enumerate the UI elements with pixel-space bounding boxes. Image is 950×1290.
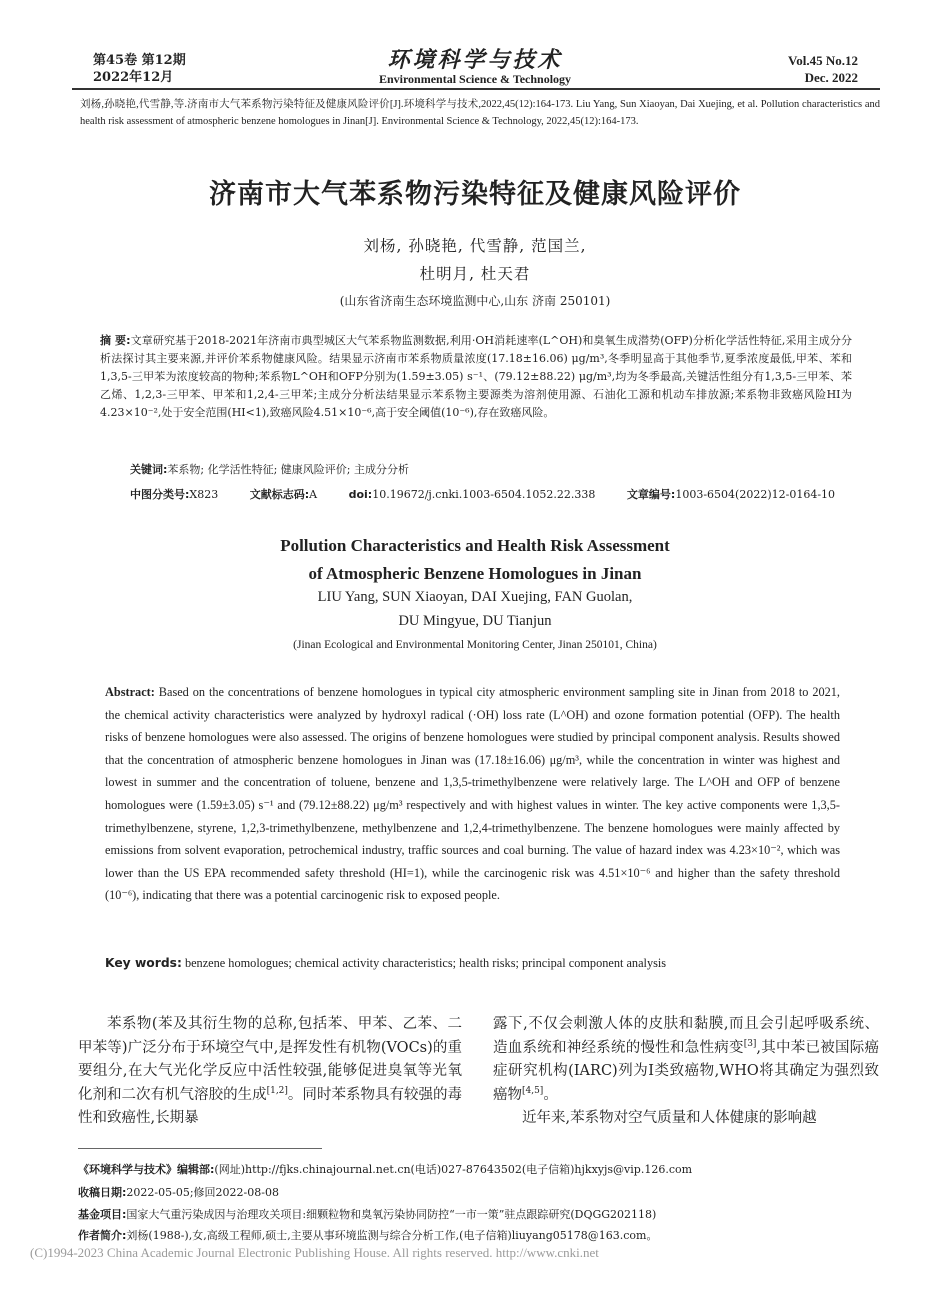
keywords-cn-text: 苯系物; 化学活性特征; 健康风险评价; 主成分分析 [167, 463, 410, 476]
affiliation-en: (Jinan Ecological and Environmental Monitoring Center, Jinan 250101, China) [293, 639, 657, 651]
journal-masthead [300, 48, 650, 86]
footnote-text: 2022-05-05;修回2022-08-08 [126, 1186, 279, 1199]
abstract-cn-text: 文章研究基于2018-2021年济南市典型城区大气苯系物监测数据,利用·OH消耗速率(L^OH)和臭氧生成潜势(OFP)分析化学活性特征,采用主成分分析法探讨其主要来源,并评价苯系物健康风险。结果显示济南市苯系物质量浓度(17.18±16.06) μg/m³,冬季明显高于其他季节,夏季浓度最低,甲苯、苯和1,3,5-三甲苯为浓度较高的物种;苯系物L^OH和OFP分别为(1.59±3.05) s⁻¹、(79.12±88.22) μg/m³,均为冬季最高,关键活性组分有1,3,5-三甲苯、苯乙烯、1,2,3-三甲苯、甲苯和1,2,4-三甲苯;主成分分析法结果显示苯系物主要源类为溶剂使用源、石油化工源和机动车排放源;苯系物非致癌风险HI为4.23×10⁻²,处于安全范围(HI<1),致癌风险4.51×10⁻⁶,高于安全阈值(10⁻⁶),存在致癌风险。 [100, 334, 853, 419]
keywords-cn-label: 关键词: [130, 463, 168, 476]
footnote-text: (网址)http://fjks.chinajournal.net.cn(电话)027-87643502(电子信箱)hjkxyjs@vip.126.com [214, 1163, 693, 1176]
citation-ref[interactable]: [4,5] [522, 1085, 544, 1096]
footnote-rule [78, 1148, 322, 1149]
footnote-label: 收稿日期: [78, 1186, 127, 1199]
body-text: 苯系物(苯及其衍生物的总称,包括苯、甲苯、乙苯、二甲苯等)广泛分布于环境空气中,是挥发性有机物(VOCs)的重要组分,在大气光化学反应中活性较强,能够促进臭氧等光氧化剂和二次有机气溶胶的生成 [78, 1016, 462, 1103]
abstract-en-label: Abstract: [105, 685, 155, 699]
body-text: 。 [543, 1086, 558, 1103]
footnote-label: 《环境科学与技术》编辑部: [78, 1163, 215, 1176]
keywords-en-text: benzene homologues; chemical activity characteristics; health risks; principal component analysis [184, 956, 667, 970]
footnote-editorial [78, 1163, 888, 1177]
keywords-cn [130, 461, 409, 477]
clc-label: 中图分类号: [130, 488, 190, 501]
date-cn: 2022年12月 [93, 70, 174, 85]
body-text: 露下,不仅会刺激人体的皮肤和黏膜,而且会引起呼吸系统、造血系统和神经系统的慢性和急性病变 [493, 1016, 879, 1056]
authors-en-line1: LIU Yang, SUN Xiaoyan, DAI Xuejing, FAN Guolan, [317, 589, 633, 605]
title-en-line2: of Atmospheric Benzene Homologues in Jinan [308, 564, 642, 583]
volume-issue-en: Vol.45 No.12 [788, 53, 858, 68]
title-en [0, 532, 950, 588]
body-paragraph [493, 1013, 879, 1107]
volume-issue-cn: 第45卷 第12期 [93, 53, 186, 68]
body-paragraph [78, 1013, 462, 1131]
body-column-left [78, 1013, 462, 1131]
authors-en-line2: DU Mingyue, DU Tianjun [398, 613, 552, 629]
authors-cn-line2: 杜明月, 杜天君 [419, 265, 531, 283]
journal-name-en: Environmental Science & Technology [378, 72, 572, 86]
footnote-label: 作者简介: [78, 1229, 127, 1242]
affiliation-cn: (山东省济南生态环境监测中心,山东 济南 250101) [339, 294, 611, 308]
citation-ref[interactable]: [1,2] [266, 1085, 288, 1096]
article-number-value: 1003-6504(2022)12-0164-10 [675, 488, 836, 501]
title-en-line1: Pollution Characteristics and Health Risk Assessment [280, 536, 670, 555]
doi-label: doi: [348, 488, 373, 501]
keywords-en-label: Key words: [105, 956, 182, 970]
footnote-author [78, 1229, 888, 1243]
article-number-label: 文章编号: [626, 488, 676, 501]
body-column-right [493, 1013, 879, 1131]
authors-cn-line1: 刘杨, 孙晓艳, 代雪静, 范国兰, [363, 237, 587, 255]
footnote-received [78, 1186, 888, 1200]
doi-value[interactable]: 10.19672/j.cnki.1003-6504.1052.22.338 [372, 488, 596, 501]
classification-row [130, 486, 850, 502]
citation-ref[interactable]: [3] [743, 1038, 757, 1049]
date-en: Dec. 2022 [804, 70, 858, 85]
header-volume-en [788, 52, 858, 86]
title-cn: 济南市大气苯系物污染特征及健康风险评价 [209, 179, 741, 210]
header-volume-cn [93, 52, 186, 86]
body-text: ,其中苯已被国际癌症研究机构(IARC)列为Ⅰ类致癌物,WHO将其确定为强烈致癌物 [493, 1039, 880, 1103]
keywords-en [105, 956, 845, 971]
doc-code-label: 文献标志码: [249, 488, 310, 501]
doc-code-value: A [309, 488, 318, 501]
abstract-en-text: Based on the concentrations of benzene homologues in typical city atmospheric environment sampling site in Jinan from 2018 to 2021, the chemical activity characteristics were analyzed by hydroxyl radical (·OH) loss rate (L^OH) and ozone formation potential (OFP). The health risks of benzene homologues were also assessed. The origins of benzene homologues were studied by principal component analysis. Results showed that the concentration of atmospheric benzene homologues in Jinan was (17.18±16.06) μg/m³, while the concentration in winter was highest and lowest in summer and the concentration of toluene, benzene and 1,3,5-trimethylbenzene were relatively large. The L^OH and OFP of benzene homologues were (1.59±3.05) s⁻¹ and (79.12±88.22) μg/m³ respectively and with highest values in winter. The key active components were 1,3,5-trimethylbenzene, styrene, 1,2,3-trimethylbenzene, methylbenzene and 1,2,4-trimethylbenzene. The benzene homologues were mainly affected by emissions from solvent evaporation, petrochemical industry, traffic sources and coal burning. The value of hazard index was 4.23×10⁻², which was lower than the US EPA recommended safety threshold (HI=1), while the carcinogenic risk was 4.51×10⁻⁶ and higher than the safety threshold (10⁻⁶), indicating that there was a potential carcinogenic risk to exposed people. [105, 685, 840, 903]
citation: 刘杨,孙晓艳,代雪静,等.济南市大气苯系物污染特征及健康风险评价[J].环境科学与技术,2022,45(12):164-173. Liu Yang, Sun Xiaoyan, Dai Xuejing, et al. Pollution characteristics and health risk assessment of atmospheric benzene homologues in Jinan[J]. Environmental Science & Technology, 2022,45(12):164-173. [80, 99, 880, 127]
header-rule [72, 88, 880, 90]
body-paragraph: 近年来,苯系物对空气质量和人体健康的影响越 [522, 1110, 817, 1126]
journal-logo: 环境科学与技术 [387, 47, 563, 73]
abstract-cn [100, 332, 852, 422]
abstract-cn-label: 摘 要: [100, 334, 131, 347]
footnote-text: 国家大气重污染成因与治理攻关项目:细颗粒物和臭氧污染协同防控“一市一策”驻点跟踪研究(DQGG202118) [126, 1208, 657, 1221]
footnote-text: 刘杨(1988-),女,高级工程师,硕士,主要从事环境监测与综合分析工作,(电子信箱)liuyang05178@163.com。 [126, 1229, 658, 1242]
footnote-fund [78, 1208, 888, 1222]
body-text: 。同时苯系物具有较强的毒性和致癌性,长期暴 [78, 1086, 463, 1126]
abstract-en [105, 681, 840, 907]
clc-value: X823 [189, 488, 219, 501]
footnote-label: 基金项目: [78, 1208, 127, 1221]
copyright-watermark: (C)1994-2023 China Academic Journal Electronic Publishing House. All rights reserved. http://www.cnki.net [30, 1245, 599, 1260]
